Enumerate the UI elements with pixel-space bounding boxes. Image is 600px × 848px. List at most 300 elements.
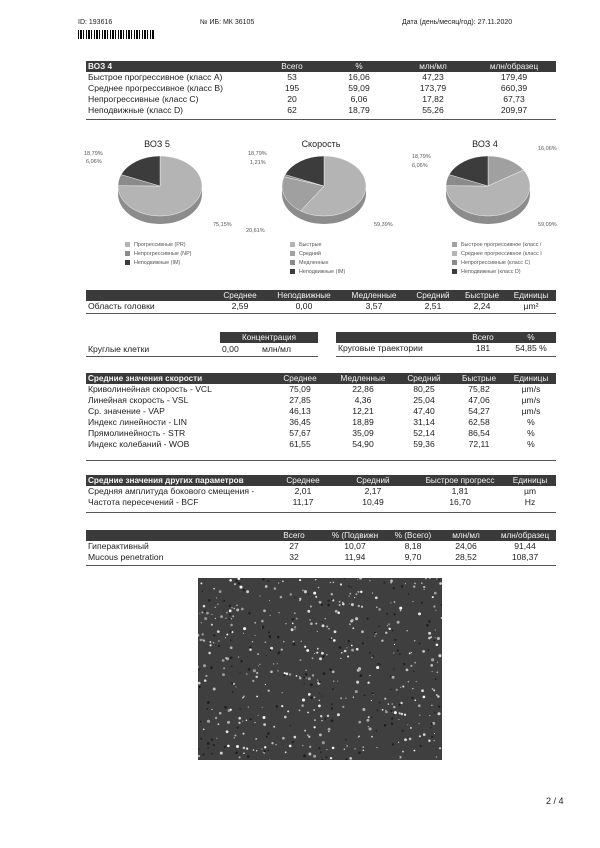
table-row [86,417,556,428]
legend-item [452,267,542,276]
dark-speck [393,587,395,589]
dark-speck [364,694,366,696]
cell-speck [414,583,416,585]
dark-speck [394,613,396,615]
cell: 179,49 [500,72,528,82]
cell-speck [243,696,245,698]
dark-speck [430,727,431,728]
cell-speck [204,679,207,682]
cell-speck [307,712,309,714]
cell-speck [277,663,278,664]
other-params-table [86,475,556,508]
dark-speck [268,580,270,582]
cell-speck [261,620,264,623]
cell-speck [203,605,206,608]
cell-speck [249,648,252,651]
dark-speck [218,645,220,647]
cell-speck [270,671,273,674]
dark-speck [235,580,237,582]
legend-item [125,249,191,258]
cell-speck [388,623,389,624]
dark-speck [243,589,245,591]
row-label: Mucous penetration [88,552,164,562]
legend-label: Среднее прогрессивное (класс I [461,250,542,257]
cell-speck [347,655,349,657]
dark-speck [303,754,306,757]
dark-speck [267,749,269,751]
cell-speck [253,749,255,751]
cell-speck [349,593,351,595]
row-label: Линейная скорость - VSL [88,395,189,405]
dark-speck [413,671,414,672]
cell: 181 [475,343,491,353]
column-header: млн/мл [438,530,494,541]
cell-speck [331,593,333,595]
cell-speck [255,676,257,678]
cell-speck [213,688,216,691]
cell: 28,52 [455,552,477,562]
cell-speck [432,671,433,672]
dark-speck [292,741,294,743]
cell-speck [439,747,441,749]
cell-speck [399,712,401,714]
cell: 16,06 [348,72,370,82]
dark-speck [211,753,213,755]
cell-speck [337,681,338,682]
cell-speck [335,610,338,613]
dark-speck [229,605,231,607]
cell-speck [436,756,438,758]
dark-speck [328,600,330,602]
cell-speck [263,609,266,612]
cell-speck [423,696,426,699]
cell-speck [318,587,320,589]
cell-speck [215,607,216,608]
dark-speck [331,703,333,705]
cell-speck [287,710,289,712]
cell: 27,85 [289,395,311,405]
table-row [86,552,556,563]
cell-speck [282,581,284,583]
legend-item [290,258,345,267]
dark-speck [262,578,264,580]
cell-speck [392,676,395,679]
dark-speck [199,686,201,688]
divider [86,313,556,314]
cell-speck [234,583,236,585]
cell-speck [258,715,259,716]
dark-speck [372,693,374,695]
concentration-label: Круглые клетки [88,344,150,354]
cell-speck [354,597,355,598]
cell-speck [289,745,292,748]
cell-speck [388,703,389,704]
cell-speck [436,644,439,647]
cell-speck [349,596,350,597]
cell-speck [393,706,395,708]
dark-speck [399,704,401,706]
dark-speck [303,677,305,679]
chart-title-who5: ВОЗ 5 [144,139,170,149]
column-header [86,290,212,301]
dark-speck [239,672,240,673]
cell-speck [321,716,323,718]
cell-speck [436,671,438,673]
cell-speck [202,639,203,640]
dark-speck [379,702,381,704]
cell: 31,14 [413,417,435,427]
cell-speck [340,583,342,585]
dark-speck [339,646,342,649]
cell-speck [316,652,318,654]
cell-speck [239,586,242,589]
dark-speck [203,754,205,756]
column-header: Среднее [270,373,330,384]
table-row [86,94,556,105]
cell-speck [362,708,365,711]
cell-speck [436,578,437,579]
row-label: Ср. значение - VAP [88,406,165,416]
row-label: Криволинейная скорость - VCL [88,384,212,394]
column-header: % (Всего) [388,530,438,541]
cell-speck [203,664,206,667]
cell-speck [358,736,359,737]
cell-speck [206,612,209,615]
cell-speck [437,695,439,697]
cell-speck [414,662,416,664]
cell-speck [317,631,318,632]
dark-speck [374,632,376,634]
cell-speck [219,712,222,715]
table-row [336,343,556,354]
dark-speck [275,705,278,708]
dark-speck [224,746,226,748]
cell-speck [226,612,228,614]
cell-speck [359,668,361,670]
dark-speck [375,730,377,732]
cell-speck [332,582,334,584]
cell-speck [428,632,431,635]
pie-chart-who5 [108,150,212,234]
cell-speck [294,612,296,614]
sperm-micrograph [198,578,442,760]
column-header: Единицы [504,475,556,486]
cell-speck [273,726,275,728]
cell-speck [241,608,244,611]
cell: 1,81 [451,486,469,496]
cell: 55,26 [422,105,444,115]
column-header: % [324,61,394,72]
cell: 0,00 [295,301,313,311]
dark-speck [208,599,211,602]
cell-speck [296,675,298,677]
cell: 46,13 [289,406,311,416]
cell-speck [238,717,241,720]
cell-speck [357,591,359,593]
cell-speck [342,706,344,708]
cell-speck [362,749,364,751]
cell-speck [264,746,266,748]
hyperactive-table [86,530,556,563]
dark-speck [383,582,385,584]
cell-speck [394,644,395,645]
cell-speck [351,649,354,652]
cell-speck [256,672,258,674]
cell-speck [252,641,253,642]
cell-speck [422,650,425,653]
table-header [86,61,556,72]
pie-chart-who4 [436,150,540,234]
cell: 36,45 [289,417,311,427]
cell-speck [317,679,318,680]
dark-speck [393,669,394,670]
dark-speck [358,751,361,754]
legend-item [290,267,345,276]
cell-speck [248,706,249,707]
dark-speck [283,674,285,676]
dark-speck [210,668,212,670]
cell-speck [396,689,398,691]
cell-speck [406,630,407,631]
cell-speck [368,716,370,718]
legend-label: Непрогрессивные (класс C) [461,259,531,266]
cell-speck [289,673,291,675]
cell-speck [229,579,232,582]
dark-speck [384,724,387,727]
cell-speck [345,698,346,699]
cell-speck [227,721,230,724]
cell: µm/s [521,384,541,394]
cell-speck [218,640,219,641]
cell-speck [430,664,433,667]
cell-speck [412,601,413,602]
cell-speck [205,675,207,677]
cell-speck [400,610,402,612]
row-label: Неподвижные (класс D) [88,105,184,115]
cell-speck [397,621,400,624]
cell-speck [400,687,401,688]
cell-speck [313,709,315,711]
legend-label: Быстрое прогрессивное (класс / [461,241,542,248]
cell: 59,09 [348,83,370,93]
cell-speck [357,579,358,580]
divider [86,356,318,357]
concentration-value: 0,00 [222,344,239,354]
legend-label: Неподвижные (IM) [299,268,346,275]
dark-speck [386,613,388,615]
dark-speck [391,723,393,725]
cell-speck [340,658,341,659]
cell-speck [230,624,233,627]
cell-speck [226,634,228,636]
row-label: Индекс колебаний - WOB [88,439,190,449]
cell-speck [308,693,311,696]
legend-swatch [290,251,295,256]
dark-speck [431,736,433,738]
cell-speck [385,710,387,712]
dark-speck [399,757,400,758]
cell-speck [392,703,393,704]
cell-speck [215,717,217,719]
pie-label: 6,06% [412,163,428,169]
cell-speck [213,642,215,644]
dark-speck [321,603,323,605]
cell-speck [306,649,309,652]
cell-speck [419,735,421,737]
cell-speck [408,681,410,683]
cell-speck [291,628,294,631]
dark-speck [362,643,364,645]
cell-speck [424,589,425,590]
dark-speck [401,585,403,587]
cell-speck [274,587,277,590]
dark-speck [231,665,233,667]
cell-speck [349,623,351,625]
speed-table [86,373,556,450]
legend-label: Неподвижные (IM) [134,259,181,266]
dark-speck [351,587,352,588]
cell-speck [219,590,222,593]
cell-speck [229,610,232,613]
dark-speck [380,664,381,665]
chart-title-who4: ВОЗ 4 [472,139,498,149]
table-row [86,439,556,450]
cell-speck [378,608,381,611]
dark-speck [268,631,270,633]
cell-speck [306,670,307,671]
cell: 80,25 [413,384,435,394]
cell-speck [213,588,215,590]
dark-speck [403,663,405,665]
row-label: Индекс линейности - LIN [88,417,187,427]
dark-speck [327,604,330,607]
cell-speck [333,681,334,682]
cell-speck [435,637,436,638]
table-header [86,475,556,486]
cell-speck [337,713,340,716]
cell-speck [301,641,302,642]
dark-speck [392,743,394,745]
divider [86,460,556,461]
cell: 16,70 [449,497,471,507]
cell-speck [263,723,266,726]
cell: µm² [523,301,539,311]
cell: 27 [289,541,299,551]
cell: 195 [284,83,300,93]
cell-speck [299,598,301,600]
cell-speck [293,641,295,643]
cell-speck [322,741,325,744]
dark-speck [345,739,347,741]
column-header: Медленные [340,290,408,301]
cell-speck [313,755,316,758]
dark-speck [359,674,362,677]
cell-speck [410,727,412,729]
column-header: Всего [266,530,322,541]
cell-speck [382,709,384,711]
cell-speck [309,746,311,748]
cell: 47,23 [422,72,444,82]
row-label: Гиперактивный [88,541,149,551]
cell: Hz [524,497,536,507]
who4-table [86,61,556,116]
cell-speck [299,659,301,661]
dark-speck [408,593,409,594]
cell-speck [410,665,412,667]
legend-label: Неподвижные (класс D) [461,268,521,275]
cell-speck [261,748,262,749]
cell-speck [431,705,432,706]
cell-speck [200,639,203,642]
cell-speck [369,580,370,581]
dark-speck [428,649,430,651]
cell: 61,55 [289,439,311,449]
row-label: Область головки [88,301,155,311]
cell-speck [315,596,317,598]
cell-speck [344,749,345,750]
cell-speck [332,670,335,673]
dark-speck [438,579,440,581]
cell-speck [367,682,369,684]
cell-speck [239,756,241,758]
cell-speck [409,738,412,741]
cell-speck [340,697,342,699]
cell: 22,86 [352,384,374,394]
dark-speck [329,668,331,670]
cell-speck [265,684,266,685]
cell-speck [326,654,327,655]
cell-speck [308,736,310,738]
cell-speck [238,722,240,724]
pie-label: 20,61% [246,228,265,234]
sample-id: ID: 193616 [78,19,113,26]
cell-speck [435,610,436,611]
cell-speck [361,630,364,633]
cell-speck [401,713,404,716]
table-row [86,541,556,552]
dark-speck [402,730,404,732]
cell: 2,01 [294,486,312,496]
cell: 54,90 [352,439,374,449]
dark-speck [204,611,206,613]
head-area-table [86,290,556,312]
cell-speck [223,667,225,669]
legend-swatch [290,260,295,265]
dark-speck [211,739,213,741]
dark-speck [431,723,433,725]
cell: 24,06 [455,541,477,551]
dark-speck [331,599,332,600]
cell-speck [234,737,235,738]
cell-speck [346,647,347,648]
cell-speck [432,688,434,690]
cell-speck [319,700,321,702]
cell-speck [307,734,309,736]
dark-speck [371,717,373,719]
dark-speck [200,721,202,723]
cell: 53 [287,72,297,82]
pie-label: 59,39% [374,222,393,228]
cell: 11,17 [292,497,314,507]
cell-speck [285,751,287,753]
column-header: Всего [260,61,324,72]
cell-speck [437,712,440,715]
column-header: Медленные [330,373,396,384]
cell-speck [201,611,203,613]
cell-speck [369,675,370,676]
legend-swatch [452,260,457,265]
cell-speck [302,590,303,591]
